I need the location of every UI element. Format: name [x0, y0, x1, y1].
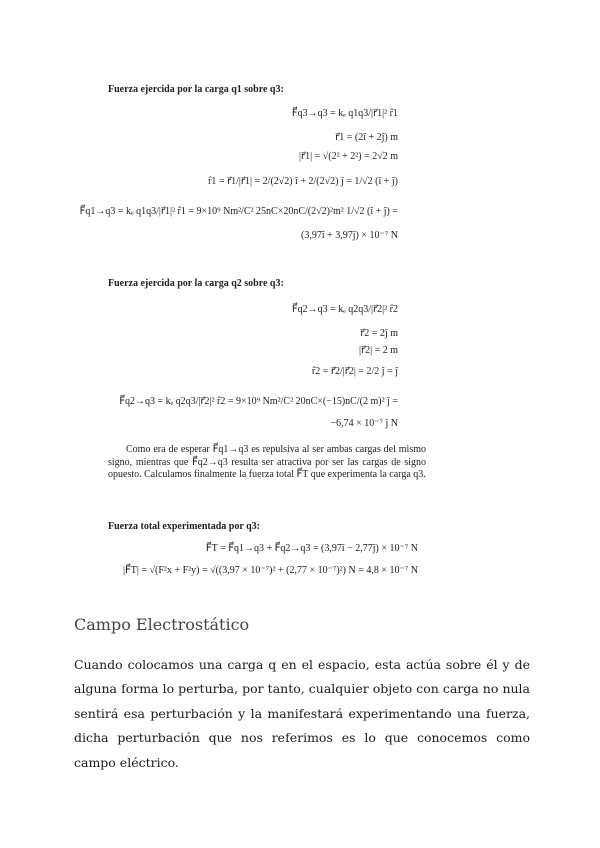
eq-force-q2-definition: F⃗q2→q3 = kₑ q2q3/|r⃗2|² r̂2: [291, 304, 398, 315]
eq-force-q2-numeric: F⃗q2→q3 = kₑ q2q3/|r⃗2|² r̂2 = 9×10⁹ Nm²/C² 20nC×(−15)nC/(2 m)² ĵ =: [119, 396, 398, 407]
eq-force-q2-result: −6,74 × 10⁻⁷ ĵ N: [330, 418, 398, 429]
eq-r2-vector: r⃗2 = 2ĵ m: [360, 328, 398, 339]
heading-force-q2: Fuerza ejercida por la carga q2 sobre q3:: [108, 278, 284, 289]
eq-force-q1-result: (3,97î + 3,97ĵ) × 10⁻⁷ N: [301, 230, 398, 241]
eq-r2-unit: r̂2 = r⃗2/|r⃗2| = 2/2 ĵ = ĵ: [311, 366, 398, 377]
eq-r2-magnitude: |r⃗2| = 2 m: [358, 345, 398, 356]
section-title: Campo Electrostático: [74, 615, 250, 635]
eq-r1-vector: r⃗1 = (2î + 2ĵ) m: [335, 132, 398, 143]
eq-total-force-magnitude: |F⃗T| = √(F²x + F²y) = √((3,97 × 10⁻⁷)² + (2,77 × 10⁻⁷)²) N = 4,8 × 10⁻⁷ N: [123, 565, 418, 576]
eq-force-q1-definition: F⃗q3→q3 = kₑ q1q3/|r⃗1|² r̂1: [291, 108, 398, 119]
heading-force-q1: Fuerza ejercida por la carga q1 sobre q3:: [108, 84, 284, 95]
body-paragraph: Cuando colocamos una carga q en el espacio, esta actúa sobre él y de alguna forma lo perturba, por tanto, cualquier objeto con carga no nula sentirá esa perturbación y la manifestará experimentando una fuerza, dicha perturbación que nos referimos es lo que conocemos como campo eléctrico.: [74, 656, 530, 770]
eq-r1-magnitude: |r⃗1| = √(2² + 2²) = 2√2 m: [299, 151, 398, 162]
explanation-paragraph: Como era de esperar F⃗q1→q3 es repulsiva al ser ambas cargas del mismo signo, mientras que F⃗q2→q3 resulta ser atractiva por ser las cargas de signo opuesto. Calculamos finalmente la fuerza total F⃗T que experimenta la carga q3.: [108, 444, 426, 480]
scanned-derivation: [79, 78, 438, 532]
eq-r1-unit: r̂1 = r⃗1/|r⃗1| = 2/(2√2) î + 2/(2√2) ĵ = 1/√2 (î + ĵ): [208, 176, 398, 187]
eq-force-q1-numeric: F⃗q1→q3 = kₑ q1q3/|r⃗1|² r̂1 = 9×10⁹ Nm²/C² 25nC×20nC/(2√2)²m² 1/√2 (î + ĵ) =: [79, 206, 398, 217]
heading-total-force: Fuerza total experimentada por q3:: [108, 521, 261, 532]
eq-total-force-vector: F⃗T = F⃗q1→q3 + F⃗q2→q3 = (3,97î − 2,77ĵ) × 10⁻⁷ N: [205, 543, 418, 554]
